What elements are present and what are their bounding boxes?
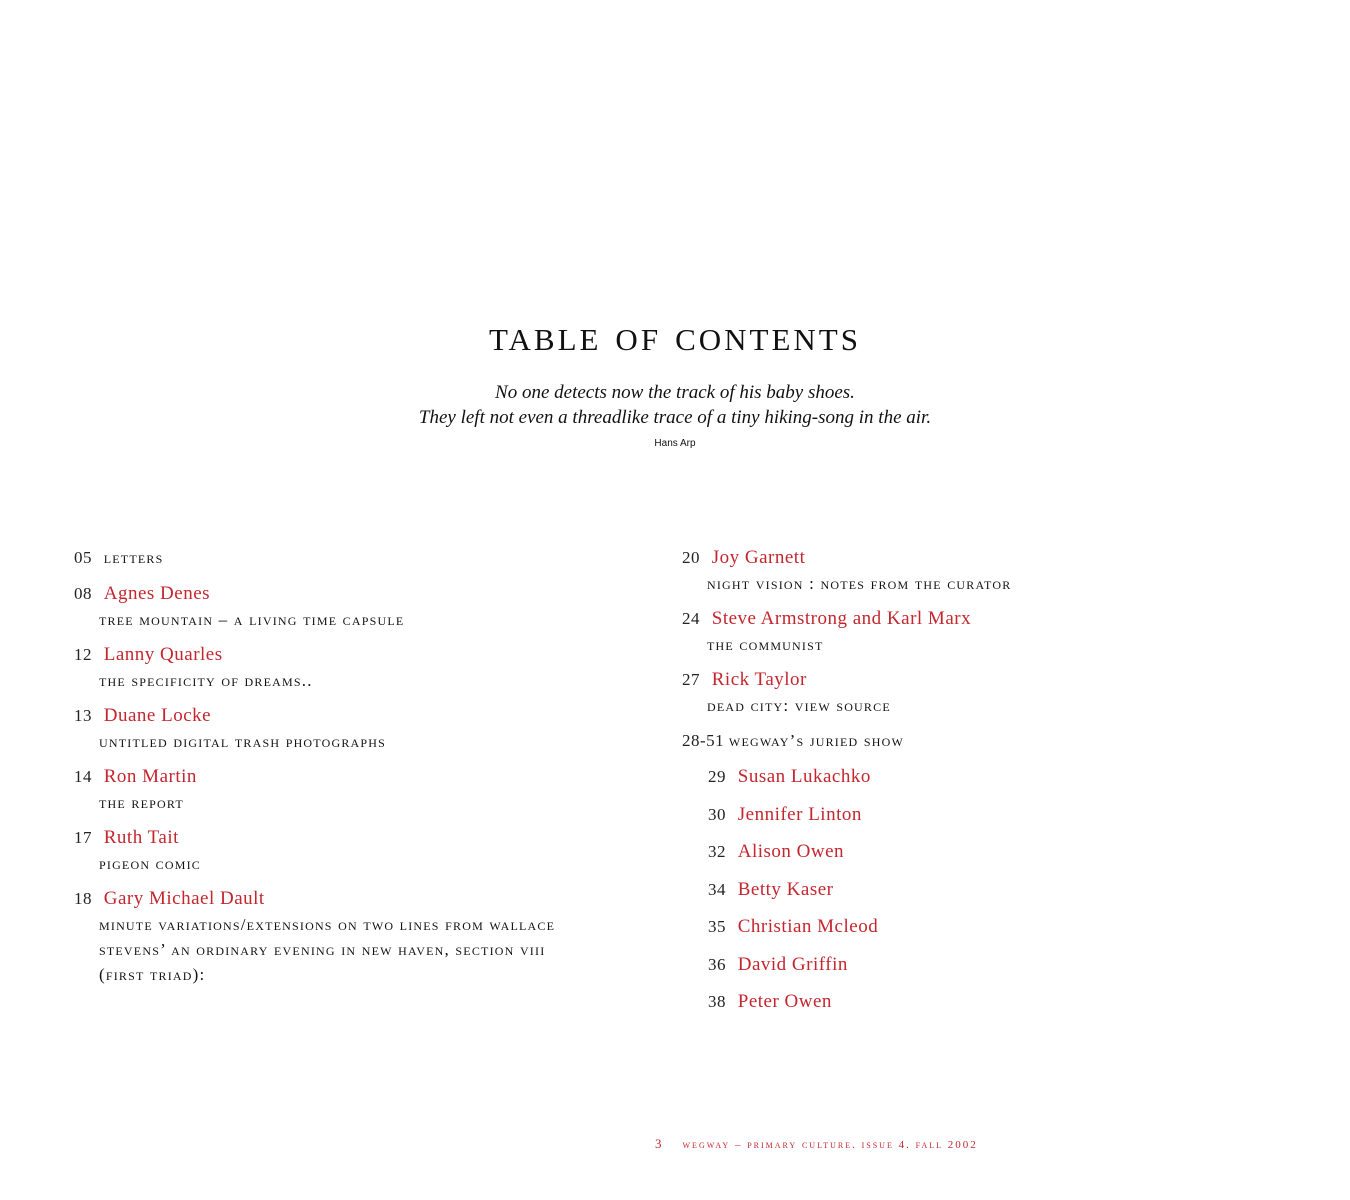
toc-entry[interactable]: [74, 642, 664, 693]
toc-entry[interactable]: [682, 545, 1282, 596]
epigraph-author: Hans Arp: [654, 438, 696, 449]
page-number: 36: [708, 954, 726, 974]
juried-entry[interactable]: [708, 802, 1282, 828]
author-name: Lanny Quarles: [103, 644, 223, 665]
page-number: 24: [682, 609, 700, 628]
work-title: the specificity of dreams..: [99, 671, 313, 690]
toc-entry[interactable]: [74, 581, 664, 632]
toc-entry[interactable]: [74, 703, 664, 754]
page-number: 35: [708, 917, 726, 936]
toc-entry-letters[interactable]: [74, 545, 664, 571]
juried-entry[interactable]: [708, 914, 1282, 940]
work-title: tree mountain – a living time capsule: [99, 610, 405, 629]
page-title: table of contents: [489, 311, 861, 360]
work-title: untitled digital trash photographs: [99, 732, 387, 751]
work-title: night vision : notes from the curator: [707, 574, 1012, 593]
author-name: Ruth Tait: [103, 827, 179, 848]
juried-entry[interactable]: [708, 952, 1282, 978]
juried-entry[interactable]: [708, 877, 1282, 903]
author-name: Agnes Denes: [103, 583, 211, 604]
epigraph-line-1: No one detects now the track of his baby shoes.: [495, 382, 855, 403]
work-title: pigeon comic: [99, 854, 201, 873]
page-range: 28-51: [682, 731, 725, 750]
artist-name: Alison Owen: [737, 841, 845, 862]
page-number: 34: [708, 879, 726, 899]
artist-name: Peter Owen: [737, 991, 832, 1012]
work-title: the communist: [707, 635, 824, 654]
author-name: Gary Michael Dault: [103, 888, 265, 909]
page-number: 12: [74, 645, 92, 664]
juried-entry[interactable]: [708, 989, 1282, 1015]
page-number: 27: [682, 670, 700, 689]
toc-entry[interactable]: [682, 667, 1282, 718]
epigraph: [0, 380, 1350, 430]
section-title: wegway’s juried show: [728, 731, 904, 750]
page-number: 17: [74, 828, 92, 847]
author-name: Joy Garnett: [711, 547, 806, 568]
author-name: Duane Locke: [103, 705, 212, 726]
page-number: 32: [708, 842, 726, 861]
artist-name: Christian Mcleod: [737, 916, 879, 937]
artist-name: Betty Kaser: [737, 878, 834, 900]
footer-text: wegway – primary culture. issue 4. fall 2002: [682, 1139, 978, 1151]
toc-entry-juried-show[interactable]: [682, 728, 1282, 754]
toc-entry[interactable]: [74, 825, 664, 876]
work-title-line-2: stevens’ an ordinary evening in new haven, section viii: [99, 940, 546, 959]
epigraph-line-2: They left not even a threadlike trace of a tiny hiking-song in the air.: [418, 407, 932, 428]
page-number: 18: [74, 889, 92, 908]
page-number: 05: [74, 548, 92, 567]
page-number: 14: [74, 767, 92, 786]
work-title: dead city: view source: [707, 696, 891, 715]
section-title: letters: [103, 548, 164, 567]
author-name: Rick Taylor: [711, 669, 807, 690]
page-number: 20: [682, 548, 700, 567]
author-name: Ron Martin: [103, 766, 197, 787]
work-title: the report: [99, 793, 184, 812]
toc-entry[interactable]: [682, 606, 1282, 657]
page-number: 29: [708, 767, 726, 786]
work-title-line-1: minute variations/extensions on two lines from wallace: [99, 915, 556, 934]
artist-name: Susan Lukachko: [737, 766, 871, 787]
toc-entry[interactable]: [74, 886, 664, 987]
artist-name: David Griffin: [737, 953, 848, 975]
juried-entry[interactable]: [708, 839, 1282, 865]
toc-left-column: [74, 545, 664, 987]
toc-entry[interactable]: [74, 764, 664, 815]
footer-page-number: 3: [655, 1136, 662, 1151]
juried-entry[interactable]: [708, 764, 1282, 790]
page-footer: [655, 1136, 978, 1152]
work-title-line-3: (first triad):: [99, 965, 206, 984]
page-number: 30: [708, 804, 726, 824]
toc-right-column: [682, 545, 1282, 1027]
artist-name: Jennifer Linton: [737, 803, 862, 825]
page-number: 38: [708, 992, 726, 1011]
author-name: Steve Armstrong and Karl Marx: [711, 608, 972, 629]
page-number: 13: [74, 706, 92, 725]
page-number: 08: [74, 584, 92, 603]
juried-show-list: [708, 764, 1282, 1015]
